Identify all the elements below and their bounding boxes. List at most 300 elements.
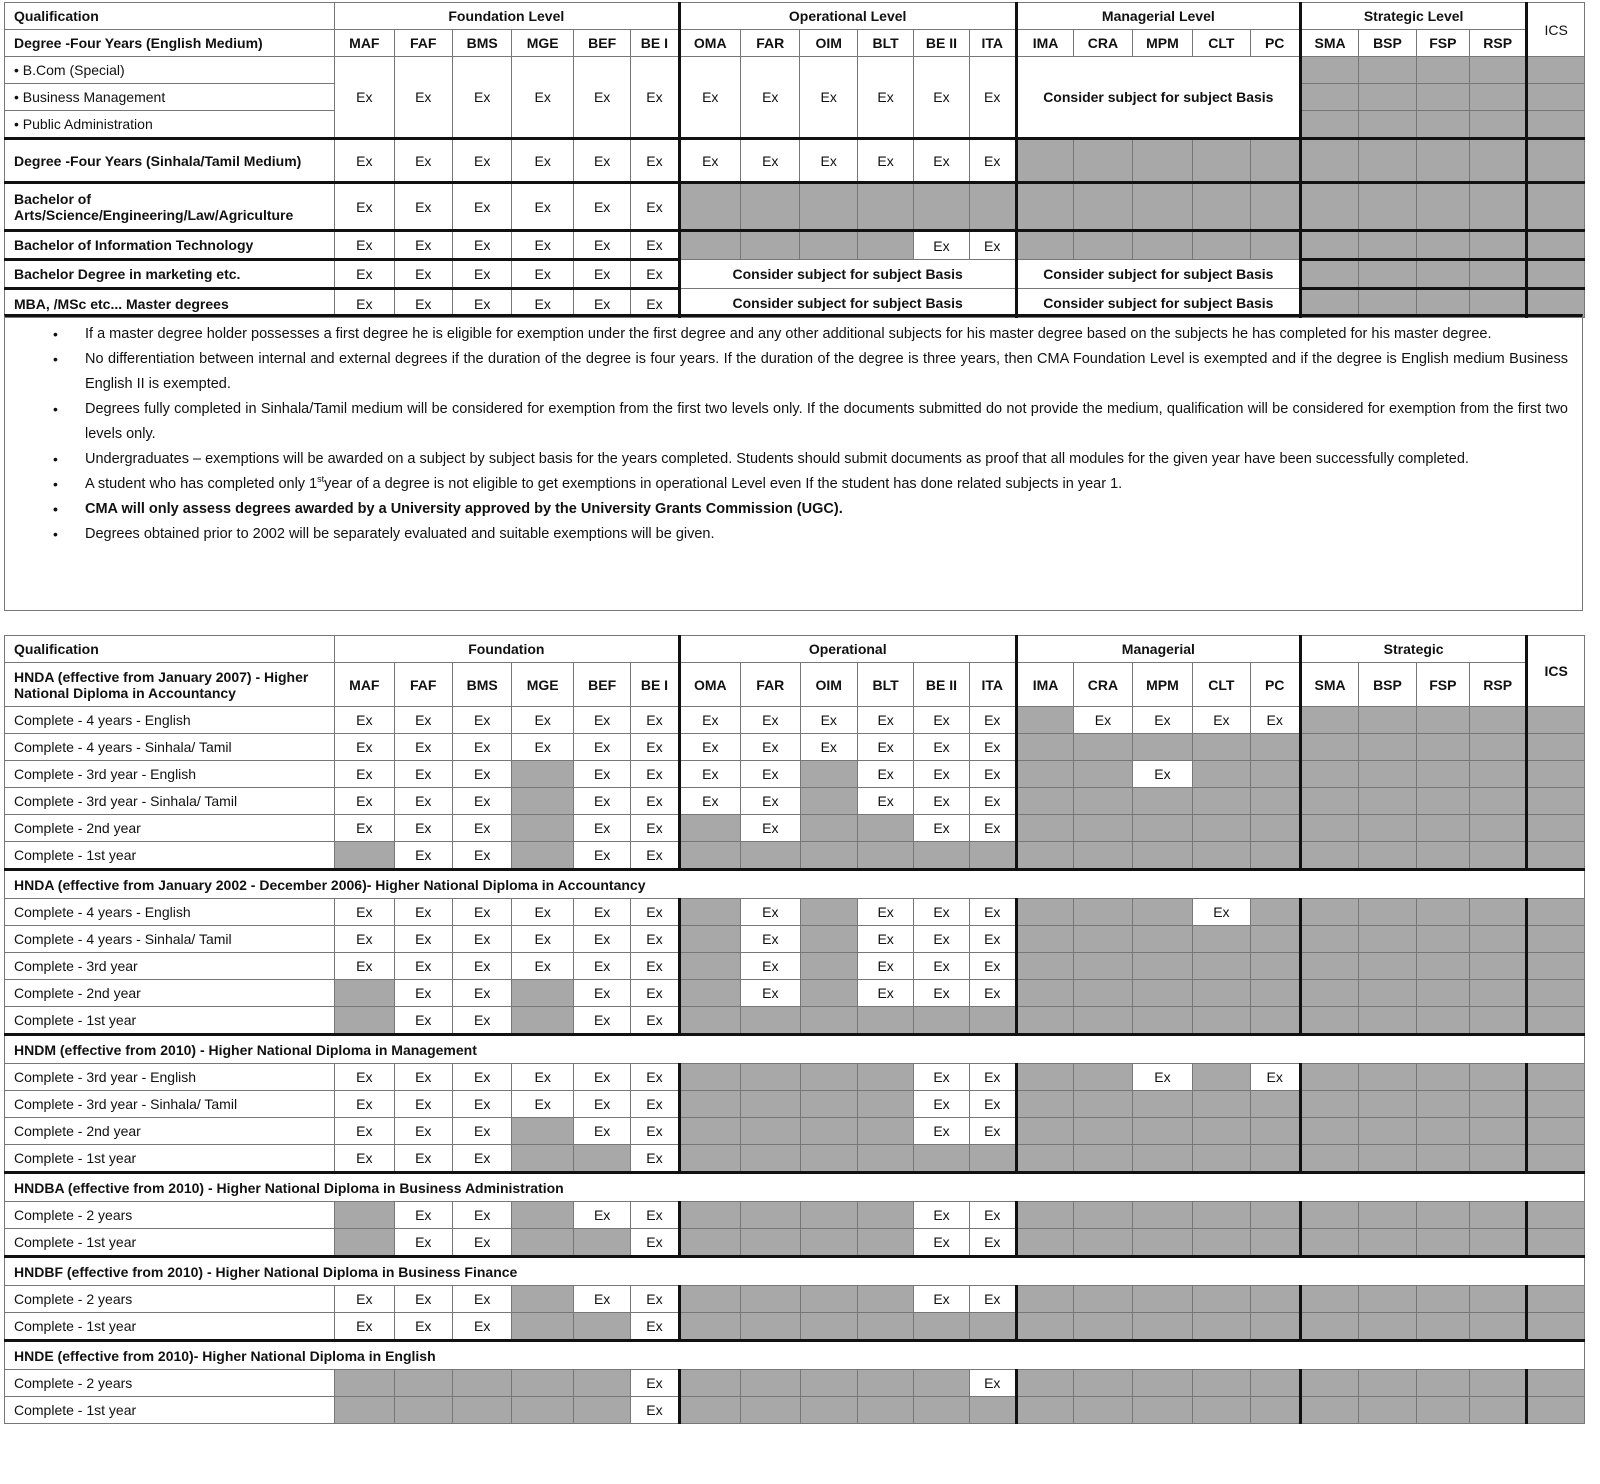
- section-title: HNDBF (effective from 2010) - Higher National Diploma in Business Finance: [5, 1257, 1585, 1286]
- na-cell: [800, 980, 857, 1007]
- na-cell: [1132, 1229, 1192, 1257]
- row-label: Complete - 2nd year: [5, 1118, 335, 1145]
- exempt-cell: Ex: [741, 707, 800, 734]
- na-cell: [1250, 1202, 1300, 1229]
- na-cell: [1359, 1286, 1416, 1313]
- na-cell: [452, 1397, 511, 1424]
- na-cell: [1359, 1091, 1416, 1118]
- na-cell: [914, 183, 969, 231]
- na-cell: [1074, 1118, 1132, 1145]
- exempt-cell: Ex: [452, 260, 511, 289]
- exempt-cell: Ex: [914, 231, 969, 260]
- na-cell: [800, 231, 857, 260]
- na-cell: [969, 1145, 1016, 1173]
- na-cell: [1300, 1286, 1358, 1313]
- na-cell: [1016, 842, 1073, 870]
- note-item: [85, 472, 1568, 497]
- na-cell: [1359, 1202, 1416, 1229]
- exempt-cell: Ex: [335, 1118, 394, 1145]
- na-cell: [914, 1313, 969, 1341]
- qualification-label: MBA, /MSc etc... Master degrees: [5, 289, 335, 318]
- exempt-cell: Ex: [394, 1202, 452, 1229]
- na-cell: [679, 1229, 741, 1257]
- na-cell: [1527, 1202, 1585, 1229]
- subject-header: BMS: [452, 663, 511, 707]
- exempt-cell: Ex: [452, 707, 511, 734]
- exempt-cell: Ex: [573, 260, 630, 289]
- na-cell: [1250, 1145, 1300, 1173]
- na-cell: [1193, 139, 1250, 183]
- na-cell: [1250, 183, 1300, 231]
- subject-header: SMA: [1300, 663, 1358, 707]
- na-cell: [1527, 1007, 1585, 1035]
- na-cell: [741, 183, 800, 231]
- na-cell: [1300, 57, 1358, 84]
- exempt-cell: Ex: [335, 761, 394, 788]
- na-cell: [1132, 1370, 1192, 1397]
- na-cell: [800, 1397, 857, 1424]
- exempt-cell: Ex: [969, 707, 1016, 734]
- na-cell: [1527, 183, 1585, 231]
- na-cell: [452, 1370, 511, 1397]
- exempt-cell: Ex: [679, 139, 741, 183]
- na-cell: [1359, 842, 1416, 870]
- na-cell: [1359, 1397, 1416, 1424]
- na-cell: [1193, 815, 1250, 842]
- na-cell: [1416, 1370, 1469, 1397]
- na-cell: [1250, 231, 1300, 260]
- subject-header: FAF: [394, 663, 452, 707]
- exempt-cell: Ex: [394, 57, 452, 139]
- exempt-cell: Ex: [631, 707, 679, 734]
- exempt-cell: Ex: [914, 761, 969, 788]
- exempt-cell: Ex: [394, 761, 452, 788]
- na-cell: [1250, 761, 1300, 788]
- header-row-levels: [5, 3, 1585, 30]
- na-cell: [1416, 1064, 1469, 1091]
- exempt-cell: Ex: [914, 953, 969, 980]
- exempt-cell: Ex: [631, 842, 679, 870]
- exempt-cell: Ex: [631, 761, 679, 788]
- na-cell: [969, 1007, 1016, 1035]
- na-cell: [1300, 1064, 1358, 1091]
- na-cell: [800, 1007, 857, 1035]
- exempt-cell: Ex: [512, 734, 574, 761]
- na-cell: [1416, 1091, 1469, 1118]
- na-cell: [1074, 183, 1132, 231]
- na-cell: [1074, 1091, 1132, 1118]
- na-cell: [1359, 231, 1416, 260]
- table-row: [5, 980, 1585, 1007]
- na-cell: [1416, 183, 1469, 231]
- na-cell: [1527, 260, 1585, 289]
- row-label: Complete - 2nd year: [5, 815, 335, 842]
- na-cell: [1016, 980, 1073, 1007]
- exempt-cell: Ex: [394, 231, 452, 260]
- na-cell: [1250, 788, 1300, 815]
- subject-header: MAF: [335, 30, 394, 57]
- exempt-cell: Ex: [335, 289, 394, 318]
- exempt-cell: Ex: [573, 1202, 630, 1229]
- exempt-cell: Ex: [452, 139, 511, 183]
- subject-header: PC: [1250, 663, 1300, 707]
- na-cell: [1527, 1091, 1585, 1118]
- row-label: Complete - 1st year: [5, 1229, 335, 1257]
- exempt-cell: Ex: [452, 1313, 511, 1341]
- na-cell: [1527, 57, 1585, 84]
- exempt-cell: Ex: [452, 926, 511, 953]
- na-cell: [1132, 734, 1192, 761]
- na-cell: [1132, 1145, 1192, 1173]
- na-cell: [1074, 842, 1132, 870]
- na-cell: [914, 1370, 969, 1397]
- exempt-cell: Ex: [452, 734, 511, 761]
- na-cell: [573, 1229, 630, 1257]
- exempt-cell: Ex: [512, 707, 574, 734]
- na-cell: [1416, 139, 1469, 183]
- exempt-cell: Ex: [1250, 707, 1300, 734]
- exempt-cell: Ex: [969, 1118, 1016, 1145]
- na-cell: [1016, 183, 1073, 231]
- consider-subject-note: Consider subject for subject Basis: [679, 289, 1016, 318]
- table-row: [5, 1397, 1585, 1424]
- na-cell: [1527, 1145, 1585, 1173]
- exempt-cell: Ex: [394, 183, 452, 231]
- na-cell: [679, 1313, 741, 1341]
- na-cell: [512, 788, 574, 815]
- exempt-cell: Ex: [394, 953, 452, 980]
- na-cell: [857, 1286, 913, 1313]
- na-cell: [800, 815, 857, 842]
- exempt-cell: Ex: [512, 1064, 574, 1091]
- na-cell: [1193, 788, 1250, 815]
- exempt-cell: Ex: [394, 1229, 452, 1257]
- na-cell: [741, 1007, 800, 1035]
- row-label: Complete - 1st year: [5, 842, 335, 870]
- na-cell: [1300, 761, 1358, 788]
- na-cell: [857, 1064, 913, 1091]
- na-cell: [1359, 111, 1416, 139]
- na-cell: [1416, 1007, 1469, 1035]
- na-cell: [512, 1313, 574, 1341]
- exempt-cell: Ex: [452, 788, 511, 815]
- subject-header: BLT: [857, 30, 913, 57]
- na-cell: [969, 1313, 1016, 1341]
- exempt-cell: Ex: [335, 139, 394, 183]
- note-item: • Undergraduates – exemptions will be awarded on a subject by subject basis for the years completed. Students should submit documents as proof that all modules for the given year have been successfully completed.: [85, 447, 1568, 472]
- na-cell: [1300, 231, 1358, 260]
- operational-level-header: Operational Level: [679, 3, 1016, 30]
- na-cell: [1300, 1313, 1358, 1341]
- note-superscript: st: [317, 474, 325, 485]
- na-cell: [1359, 1118, 1416, 1145]
- table-row: [5, 788, 1585, 815]
- consider-subject-note: Consider subject for subject Basis: [1016, 289, 1300, 318]
- exempt-cell: Ex: [969, 953, 1016, 980]
- na-cell: [1132, 1397, 1192, 1424]
- note-item-ugc: • CMA will only assess degrees awarded by a University approved by the University Grants Commission (UGC).: [85, 497, 1568, 522]
- exempt-cell: Ex: [452, 1118, 511, 1145]
- na-cell: [1074, 1370, 1132, 1397]
- na-cell: [1359, 260, 1416, 289]
- na-cell: [1300, 1007, 1358, 1035]
- na-cell: [1359, 953, 1416, 980]
- na-cell: [1527, 1229, 1585, 1257]
- exempt-cell: Ex: [969, 926, 1016, 953]
- exempt-cell: Ex: [679, 788, 741, 815]
- exempt-cell: Ex: [631, 231, 679, 260]
- na-cell: [1193, 1064, 1250, 1091]
- na-cell: [800, 761, 857, 788]
- na-cell: [573, 1370, 630, 1397]
- exempt-cell: Ex: [452, 761, 511, 788]
- na-cell: [1416, 815, 1469, 842]
- na-cell: [741, 842, 800, 870]
- table-row: [5, 1064, 1585, 1091]
- na-cell: [679, 231, 741, 260]
- na-cell: [1469, 1313, 1526, 1341]
- exempt-cell: Ex: [741, 57, 800, 139]
- na-cell: [1193, 761, 1250, 788]
- na-cell: [857, 1397, 913, 1424]
- na-cell: [1250, 1286, 1300, 1313]
- na-cell: [741, 231, 800, 260]
- na-cell: [800, 899, 857, 926]
- exempt-cell: Ex: [741, 139, 800, 183]
- na-cell: [741, 1370, 800, 1397]
- na-cell: [741, 1064, 800, 1091]
- na-cell: [512, 980, 574, 1007]
- na-cell: [1300, 1229, 1358, 1257]
- na-cell: [1016, 1202, 1073, 1229]
- na-cell: [1359, 734, 1416, 761]
- exempt-cell: Ex: [573, 734, 630, 761]
- subject-header: IMA: [1016, 663, 1073, 707]
- qualification-label: Degree -Four Years (Sinhala/Tamil Medium): [5, 139, 335, 183]
- exempt-cell: Ex: [914, 57, 969, 139]
- na-cell: [800, 1370, 857, 1397]
- row-label: Complete - 1st year: [5, 1145, 335, 1173]
- row-label: Complete - 2 years: [5, 1370, 335, 1397]
- na-cell: [1132, 899, 1192, 926]
- na-cell: [1016, 1091, 1073, 1118]
- na-cell: [1193, 1370, 1250, 1397]
- na-cell: [1359, 1229, 1416, 1257]
- exempt-cell: Ex: [914, 1118, 969, 1145]
- na-cell: [1359, 815, 1416, 842]
- foundation-level-header: Foundation Level: [335, 3, 679, 30]
- na-cell: [1359, 1007, 1416, 1035]
- table-row: [5, 1229, 1585, 1257]
- exempt-cell: Ex: [969, 815, 1016, 842]
- na-cell: [1132, 1286, 1192, 1313]
- header-row-subjects: [5, 663, 1585, 707]
- na-cell: [1074, 1229, 1132, 1257]
- exempt-cell: Ex: [394, 707, 452, 734]
- subject-header: MPM: [1132, 30, 1192, 57]
- na-cell: [1300, 707, 1358, 734]
- na-cell: [1074, 980, 1132, 1007]
- na-cell: [1016, 1145, 1073, 1173]
- exempt-cell: Ex: [335, 1313, 394, 1341]
- na-cell: [1416, 1229, 1469, 1257]
- exempt-cell: Ex: [914, 788, 969, 815]
- na-cell: [1250, 1397, 1300, 1424]
- na-cell: [1193, 926, 1250, 953]
- na-cell: [857, 231, 913, 260]
- table-row: [5, 1313, 1585, 1341]
- subject-header: BLT: [857, 663, 913, 707]
- na-cell: [1527, 707, 1585, 734]
- qualification-header: Qualification: [5, 3, 335, 30]
- exempt-cell: Ex: [573, 1064, 630, 1091]
- na-cell: [1074, 139, 1132, 183]
- na-cell: [857, 1313, 913, 1341]
- na-cell: [679, 1091, 741, 1118]
- exempt-cell: Ex: [914, 1091, 969, 1118]
- subject-header: CRA: [1074, 663, 1132, 707]
- na-cell: [1016, 953, 1073, 980]
- note-text: A student who has completed only 1: [85, 476, 318, 492]
- table-row: [5, 1370, 1585, 1397]
- table-row: [5, 1286, 1585, 1313]
- na-cell: [1132, 980, 1192, 1007]
- table-row: [5, 139, 1585, 183]
- na-cell: [1416, 1286, 1469, 1313]
- degree-item: • Business Management: [5, 84, 335, 111]
- subject-header: BE I: [631, 30, 679, 57]
- na-cell: [1469, 926, 1526, 953]
- na-cell: [1359, 788, 1416, 815]
- na-cell: [800, 1118, 857, 1145]
- subject-header: FAR: [741, 30, 800, 57]
- exempt-cell: Ex: [914, 980, 969, 1007]
- na-cell: [1016, 926, 1073, 953]
- note-item: • If a master degree holder possesses a first degree he is eligible for exemption under the first degree and any other additional subjects for his master degree based on the subjects he has completed for his master degree.: [85, 322, 1568, 347]
- na-cell: [1527, 1064, 1585, 1091]
- na-cell: [679, 1145, 741, 1173]
- exempt-cell: Ex: [631, 788, 679, 815]
- exempt-cell: Ex: [394, 980, 452, 1007]
- exempt-cell: Ex: [512, 953, 574, 980]
- na-cell: [1074, 926, 1132, 953]
- na-cell: [1193, 980, 1250, 1007]
- na-cell: [1300, 815, 1358, 842]
- subject-header: ITA: [969, 663, 1016, 707]
- row-label: Complete - 4 years - Sinhala/ Tamil: [5, 734, 335, 761]
- na-cell: [1250, 1007, 1300, 1035]
- exempt-cell: Ex: [335, 707, 394, 734]
- operational-header: Operational: [679, 636, 1016, 663]
- consider-subject-note: Consider subject for subject Basis: [1016, 57, 1300, 139]
- na-cell: [857, 1118, 913, 1145]
- na-cell: [679, 815, 741, 842]
- na-cell: [1527, 1286, 1585, 1313]
- na-cell: [1527, 1370, 1585, 1397]
- hnd-sections: [5, 707, 1585, 1424]
- table-row: [5, 707, 1585, 734]
- exempt-cell: Ex: [573, 707, 630, 734]
- na-cell: [857, 1091, 913, 1118]
- exempt-cell: Ex: [394, 788, 452, 815]
- exempt-cell: Ex: [394, 734, 452, 761]
- exempt-cell: Ex: [631, 953, 679, 980]
- exempt-cell: Ex: [452, 1229, 511, 1257]
- exempt-cell: Ex: [512, 231, 574, 260]
- exempt-cell: Ex: [573, 139, 630, 183]
- subject-header: RSP: [1469, 30, 1526, 57]
- table-row: [5, 1118, 1585, 1145]
- exempt-cell: Ex: [857, 139, 913, 183]
- exempt-cell: Ex: [969, 788, 1016, 815]
- na-cell: [1527, 84, 1585, 111]
- row-label: Complete - 1st year: [5, 1007, 335, 1035]
- exempt-cell: Ex: [969, 980, 1016, 1007]
- exempt-cell: Ex: [335, 57, 394, 139]
- na-cell: [1469, 1286, 1526, 1313]
- na-cell: [1193, 1118, 1250, 1145]
- na-cell: [1074, 953, 1132, 980]
- na-cell: [335, 842, 394, 870]
- exempt-cell: Ex: [394, 1064, 452, 1091]
- na-cell: [1132, 815, 1192, 842]
- na-cell: [335, 1007, 394, 1035]
- exempt-cell: Ex: [512, 260, 574, 289]
- na-cell: [1132, 1118, 1192, 1145]
- na-cell: [1132, 1313, 1192, 1341]
- na-cell: [679, 1397, 741, 1424]
- na-cell: [1469, 57, 1526, 84]
- exempt-cell: Ex: [969, 734, 1016, 761]
- subject-header: OMA: [679, 30, 741, 57]
- na-cell: [1416, 707, 1469, 734]
- table-row: [5, 926, 1585, 953]
- exempt-cell: Ex: [452, 183, 511, 231]
- na-cell: [1016, 707, 1073, 734]
- subject-header: CLT: [1193, 663, 1250, 707]
- row-label: Complete - 4 years - English: [5, 707, 335, 734]
- na-cell: [1074, 1202, 1132, 1229]
- na-cell: [1527, 842, 1585, 870]
- exempt-cell: Ex: [573, 842, 630, 870]
- na-cell: [512, 1370, 574, 1397]
- na-cell: [1300, 788, 1358, 815]
- na-cell: [1469, 1202, 1526, 1229]
- exempt-cell: Ex: [573, 953, 630, 980]
- na-cell: [800, 1286, 857, 1313]
- na-cell: [800, 1064, 857, 1091]
- na-cell: [1469, 260, 1526, 289]
- na-cell: [1074, 815, 1132, 842]
- na-cell: [1300, 953, 1358, 980]
- row-label: Complete - 3rd year - Sinhala/ Tamil: [5, 788, 335, 815]
- exempt-cell: Ex: [335, 926, 394, 953]
- exempt-cell: Ex: [394, 1118, 452, 1145]
- subject-header: IMA: [1016, 30, 1073, 57]
- exempt-cell: Ex: [573, 1118, 630, 1145]
- na-cell: [800, 1091, 857, 1118]
- consider-subject-note: Consider subject for subject Basis: [679, 260, 1016, 289]
- na-cell: [1416, 57, 1469, 84]
- subject-header: SMA: [1300, 30, 1358, 57]
- na-cell: [512, 1397, 574, 1424]
- section-header-row: [5, 870, 1585, 899]
- na-cell: [1132, 926, 1192, 953]
- na-cell: [1469, 1370, 1526, 1397]
- managerial-header: Managerial: [1016, 636, 1300, 663]
- exempt-cell: Ex: [573, 899, 630, 926]
- exempt-cell: Ex: [335, 231, 394, 260]
